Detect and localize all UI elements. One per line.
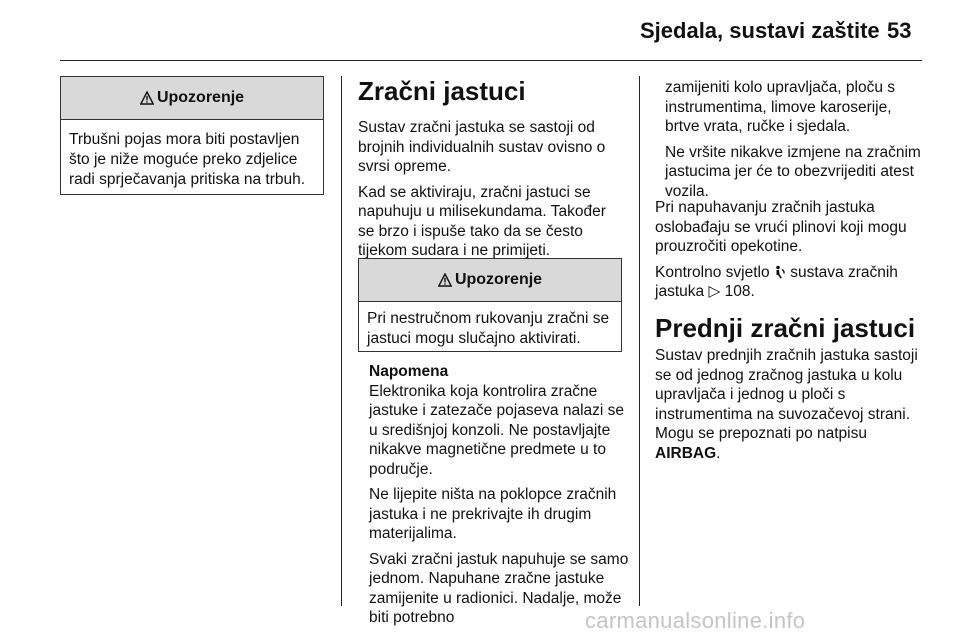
airbag-label: AIRBAG — [655, 444, 717, 462]
note-block — [369, 362, 631, 634]
section-front-airbags — [655, 313, 927, 469]
warning-text: Pri nestručnom rukovanju zračni se jastuci mogu slučajno aktivirati. — [367, 310, 610, 347]
paragraph: Pri napuhavanju zračnih jastuka oslobađaju se vrući plinovi koji mogu prouzročiti opekotine. — [655, 199, 907, 255]
section-airbags — [358, 76, 626, 267]
running-header-title: Sjedala, sustavi zaštite — [640, 18, 880, 43]
page-reference-arrow-icon: ▷ — [708, 283, 721, 300]
note-paragraph: Ne vršite nikakve izmjene na zračnim jastucima jer će to obezvrijediti atest vozila. — [665, 143, 921, 200]
note-title: Napomena — [369, 363, 449, 380]
header-divider — [60, 60, 922, 61]
column-divider-1 — [341, 76, 342, 606]
inline-text: Kontrolno svjetlo — [655, 263, 770, 281]
watermark: carmanualsonline.info — [585, 608, 806, 633]
paragraph-warning-light — [655, 263, 927, 302]
note-paragraph: zamijeniti kolo upravljača, ploču s instrumentima, limove karoserije, brtve vrata, ručke i sjedala. — [665, 79, 896, 135]
paragraph: Sustav prednjih zračnih jastuka sastoji se od jednog zračnog jastuka u kolu upravljača i jednog u ploči s instrumentima na suvozačevoj strani. Mogu se prepoznati po natpisu AIRBAG. — [655, 347, 918, 462]
inline-text: Sustav prednjih zračnih jastuka sastoji se od jednog zračnog jastuka u kolu upravljača i jednog u ploči s instrumentima na suvozačevoj strani. Mogu se prepoznati po natpisu — [655, 347, 918, 442]
warning-title: Upozorenje — [156, 89, 245, 106]
warning-header — [359, 259, 621, 302]
section-heading-airbags: Zračni jastuci — [358, 76, 526, 106]
warning-box-seatbelt — [60, 76, 324, 195]
inline-text: sustava zračnih jastuka — [655, 263, 898, 300]
right-column-text — [655, 198, 927, 308]
warning-icon — [140, 91, 154, 105]
warning-title: Upozorenje — [454, 271, 543, 288]
column-divider-2 — [639, 76, 640, 606]
note-paragraph: Ne lijepite ništa na poklopce zračnih jastuka i ne prekrivajte ih drugim materijalima. — [369, 486, 617, 542]
note-continuation — [665, 78, 927, 207]
paragraph: Kad se aktiviraju, zračni jastuci se napuhuju u milisekundama. Također se brzo i ispuše tako da se često tijekom sudara i ne primijeti. — [358, 183, 606, 259]
note-paragraph: Elektronika koja kontrolira zračne jastuke i zatezače pojaseva nalazi se u središnjoj konzoli. Ne postavljajte nikakve magnetične predmete u to područje. — [369, 382, 625, 478]
page-reference: 108. — [724, 283, 755, 300]
note-paragraph: Svaki zračni jastuk napuhuje se samo jednom. Napuhane zračne jastuke zamijenite u radionici. Nadalje, može biti potrebno — [369, 550, 629, 626]
page-number: 53 — [887, 18, 912, 43]
section-heading-front-airbags: Prednji zračni jastuci — [655, 313, 916, 343]
warning-icon — [438, 273, 452, 287]
warning-header — [61, 77, 323, 120]
paragraph: Sustav zračni jastuka se sastoji od brojnih individualnih sustav ovisno o svrsi opreme. — [358, 119, 606, 175]
airbag-warning-light-icon — [774, 265, 786, 279]
warning-text: Trbušni pojas mora biti postavljen što je niže moguće preko zdjelice radi sprječavanja pritiska na trbuh. — [69, 131, 306, 188]
warning-box-airbag — [358, 258, 622, 352]
